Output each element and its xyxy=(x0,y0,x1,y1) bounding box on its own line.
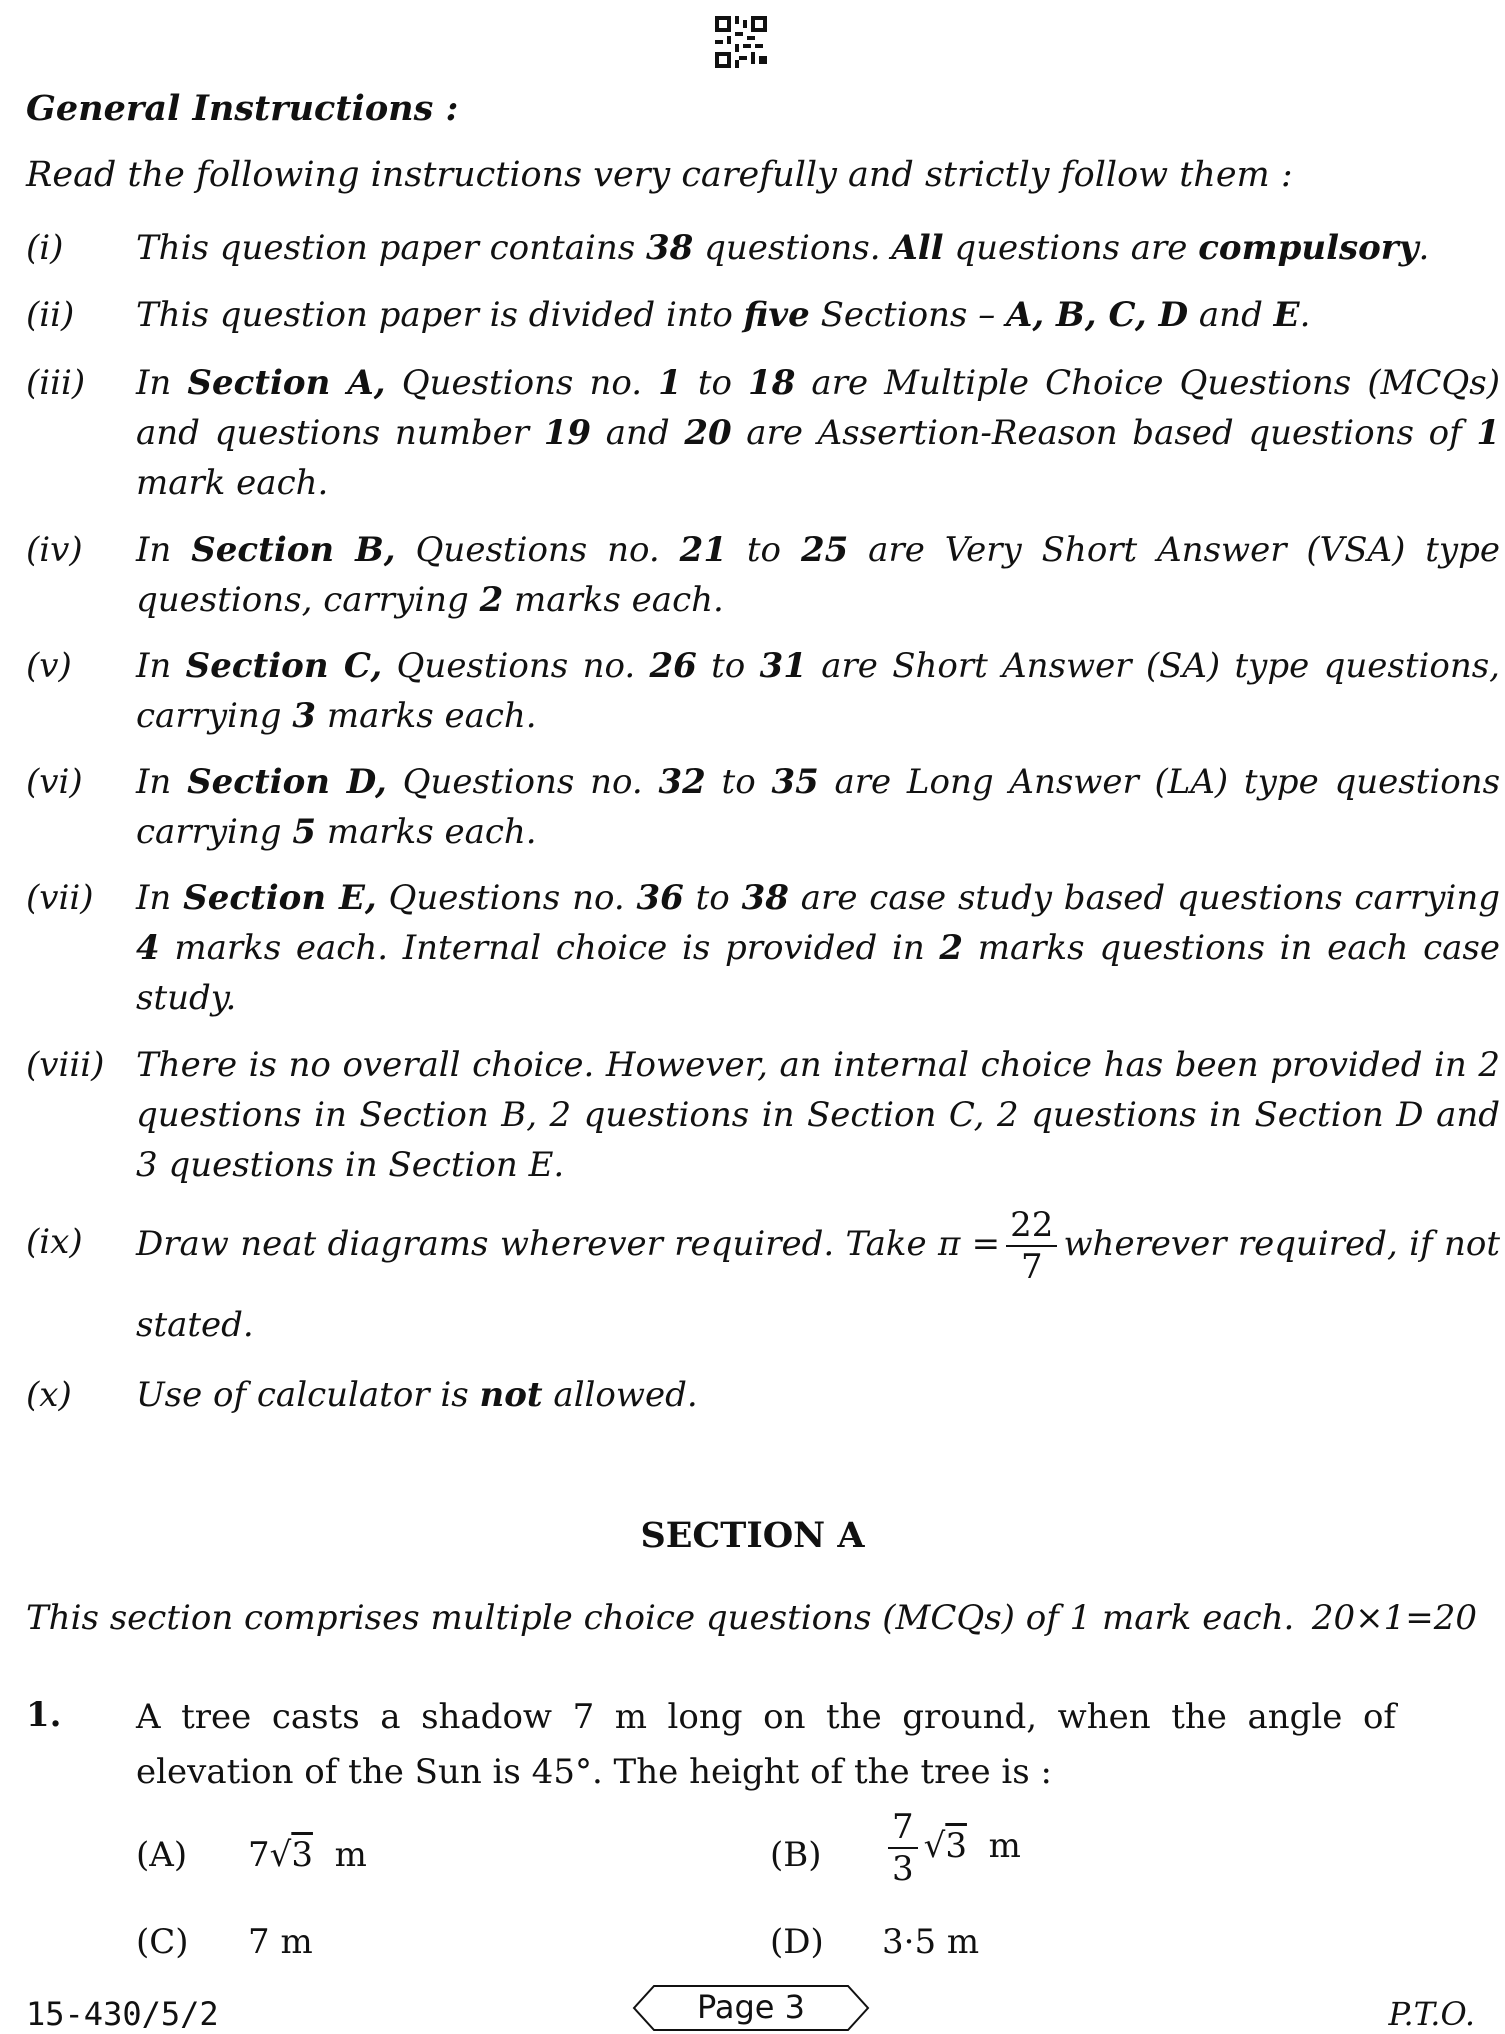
instruction-number: (viii) xyxy=(26,1045,105,1085)
option-value: 3·5 m xyxy=(882,1922,980,1962)
page-number-badge xyxy=(632,1984,870,2032)
instruction-text: This question paper contains 38 questions. All questions are compulsory. xyxy=(136,228,1430,268)
instruction-item xyxy=(26,358,1500,508)
instruction-text: In Section A, Questions no. 1 to 18 are Multiple Choice Questions (MCQs) and questions number 19 and 20 are Assertion-Reason based questions of 1 mark each. xyxy=(136,363,1500,503)
instruction-number: (v) xyxy=(26,646,72,686)
instruction-text: In Section C, Questions no. 26 to 31 are Short Answer (SA) type questions, carrying 3 marks each. xyxy=(136,646,1500,736)
instruction-item xyxy=(26,1370,1476,1420)
instruction-number: (vii) xyxy=(26,878,94,918)
page-number: Page 3 xyxy=(697,1988,805,2026)
instruction-number: (ii) xyxy=(26,295,75,335)
instruction-item xyxy=(26,1205,1500,1345)
instruction-text: This question paper is divided into five Sections – A, B, C, D and E. xyxy=(136,295,1311,335)
pi-fraction: $\frac{22}{7}$ xyxy=(1006,1205,1057,1287)
option-value: 7√3 m xyxy=(248,1835,367,1875)
general-instructions-intro: Read the following instructions very carefully and strictly follow them : xyxy=(26,155,1293,195)
instruction-number: (i) xyxy=(26,228,64,268)
instruction-item xyxy=(26,290,1476,340)
instruction-item xyxy=(26,641,1500,741)
section-description: This section comprises multiple choice questions (MCQs) of 1 mark each. xyxy=(26,1598,1295,1638)
instruction-text: Draw neat diagrams wherever required. Take π = $\frac{22}{7}$ wherever required, if not stated. xyxy=(136,1205,1500,1345)
instruction-item xyxy=(26,1040,1500,1190)
general-instructions-title: General Instructions : xyxy=(26,88,459,129)
instruction-text: In Section B, Questions no. 21 to 25 are Very Short Answer (VSA) type questions, carrying 2 marks each. xyxy=(136,530,1500,620)
instruction-number: (x) xyxy=(26,1375,72,1415)
paper-code: 15-430/5/2 xyxy=(26,1995,219,2033)
question-text: A tree casts a shadow 7 m long on the ground, when the angle of elevation of the Sun is 45°. The height of the tree is : xyxy=(136,1697,1396,1792)
option-label: (B) xyxy=(770,1835,822,1875)
qr-code-icon xyxy=(715,16,767,68)
instruction-text: There is no overall choice. However, an internal choice has been provided in 2 questions in Section B, 2 questions in Section C, 2 questions in Section D and 3 questions in Section E. xyxy=(136,1045,1500,1185)
pto-label: P.T.O. xyxy=(1388,1995,1475,2033)
option-label: (C) xyxy=(136,1922,189,1962)
instruction-text: Use of calculator is not allowed. xyxy=(136,1375,698,1415)
instruction-text: In Section E, Questions no. 36 to 38 are case study based questions carrying 4 marks each. Internal choice is provided in 2 marks questions in each case study. xyxy=(136,878,1500,1018)
instruction-item xyxy=(26,525,1500,625)
instruction-number: (vi) xyxy=(26,762,83,802)
instruction-number: (iii) xyxy=(26,363,86,403)
option-value: 7 m xyxy=(248,1922,313,1962)
section-title: SECTION A xyxy=(640,1515,865,1556)
instruction-number: (ix) xyxy=(26,1222,83,1262)
instruction-number: (iv) xyxy=(26,530,83,570)
question-number: 1. xyxy=(26,1695,62,1735)
option-label: (A) xyxy=(136,1835,188,1875)
instruction-text: In Section D, Questions no. 32 to 35 are Long Answer (LA) type questions carrying 5 marks each. xyxy=(136,762,1501,852)
section-marks: 20×1=20 xyxy=(1311,1598,1477,1638)
instruction-item xyxy=(26,873,1500,1023)
instruction-item xyxy=(26,757,1501,857)
instruction-item xyxy=(26,223,1476,273)
option-label: (D) xyxy=(770,1922,824,1962)
option-value: $\frac{7}{3}$ √3 m xyxy=(882,1807,1021,1889)
